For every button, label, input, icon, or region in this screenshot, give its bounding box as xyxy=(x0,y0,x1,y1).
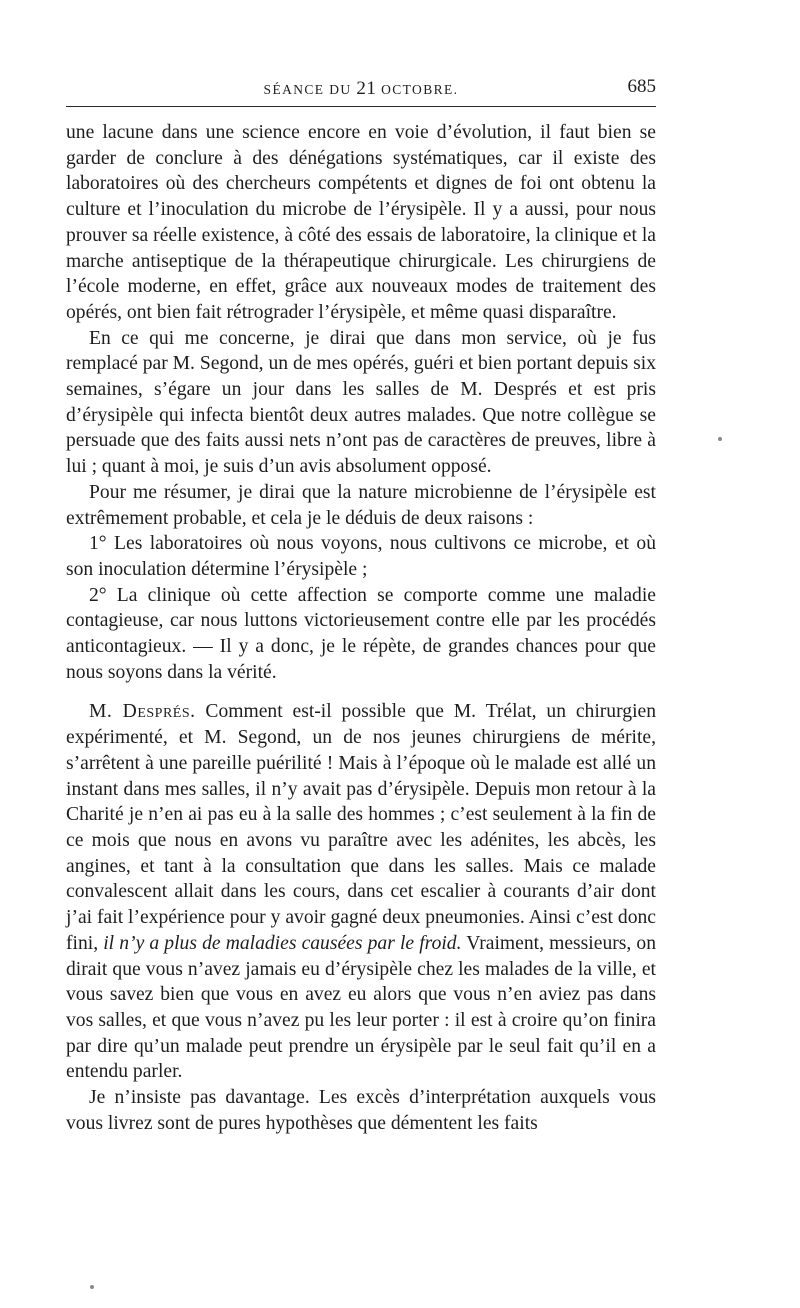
paragraph: En ce qui me concerne, je dirai que dans mon service, où je fus remplacé par M. Segond, un de mes opérés, guéri et bien portant depuis six semaines, s’égare un jour dans les salles de M. Després et est pris d’érysipèle qui infecta bientôt deux autres malades. Que notre collègue se persuade que des faits aussi nets n’ont pas de caractères de preuves, libre à lui ; quant à moi, je suis d’un avis absolument opposé. xyxy=(66,327,656,478)
paragraph: 2° La clinique où cette affection se comporte comme une maladie contagieuse, car nous luttons victorieusement contre elle par les procédés anticontagieux. — Il y a donc, je le répète, de grandes chances pour que nous soyons dans la vérité. xyxy=(66,584,656,683)
running-head xyxy=(66,78,656,100)
running-head-prefix: SÉANCE DU xyxy=(263,82,357,97)
despres-italic-quote: il n’y a plus de maladies causées par le froid. xyxy=(103,932,462,954)
last-paragraph: Je n’insiste pas davantage. Les excès d’interprétation auxquels vous vous livrez sont de pures hypothèses que démentent les faits xyxy=(66,1087,656,1134)
ink-speck xyxy=(90,1285,94,1289)
header-rule xyxy=(66,106,656,107)
paragraph: une lacune dans une science encore en voie d’évolution, il faut bien se garder de conclure à des dénégations systématiques, car il existe des laboratoires où des chercheurs compétents et dignes de foi ont obtenu la culture et l’inoculation du microbe de l’érysipèle. Il y a aussi, pour nous prouver sa réelle existence, à côté des essais de laboratoire, la clinique et la marche antiseptique de la thérapeutique chirurgicale. Les chirurgiens de l’école moderne, en effet, grâce aux nouveaux modes de traitement des opérés, ont bien fait rétrograder l’érysipèle, et même quasi disparaître. xyxy=(66,122,656,323)
running-head-suffix: OCTOBRE. xyxy=(376,82,459,97)
despres-text-before: Comment est-il possible que M. Trélat, un chirurgien expérimenté, et M. Segond, un de nos jeunes chirurgiens de mérite, s’arrêtent à une pareille puérilité ! Mais à l’époque où le malade est allé un instant dans mes salles, il n’y avait pas d’érysipèle. Depuis mon retour à la Charité je n’en ai pas eu à la salle des hommes ; c’est seulement à la fin de ce mois que nous en avons vu paraître avec les adénites, les abcès, les angines, et tant à la consultation que dans les salles. Mais ce malade convalescent allait dans les cours, dans cet escalier à courants d’air dont j’ai fait l’expérience pour y avoir gagné deux pneumonies. Ainsi c’est donc fini, xyxy=(66,701,657,954)
page-header xyxy=(66,74,656,100)
paragraph: 1° Les laboratoires où nous voyons, nous cultivons ce microbe, et où son inoculation détermine l’érysipèle ; xyxy=(66,533,656,580)
speaker-name: M. Després. xyxy=(89,701,196,723)
ink-speck xyxy=(718,437,722,441)
paragraph: Pour me résumer, je dirai que la nature microbienne de l’érysipèle est extrêmement probable, et cela je le déduis de deux raisons : xyxy=(66,481,656,529)
page-number: 685 xyxy=(627,76,656,97)
despres-paragraph xyxy=(66,699,656,1085)
despres-text-after: Vraiment, messieurs, on dirait que vous n’avez jamais eu d’érysipèle chez les malades de la ville, et vous savez bien que vous en avez eu alors que vous n’en aviez pas dans vos salles, et que vous n’avez pu les leur porter : il est à croire qu’on finira par dire qu’un malade peut prendre un érysipèle par le seul fait qu’il en a entendu parler. xyxy=(66,932,657,1083)
body-text xyxy=(66,120,656,1136)
running-head-day: 21 xyxy=(356,78,377,99)
